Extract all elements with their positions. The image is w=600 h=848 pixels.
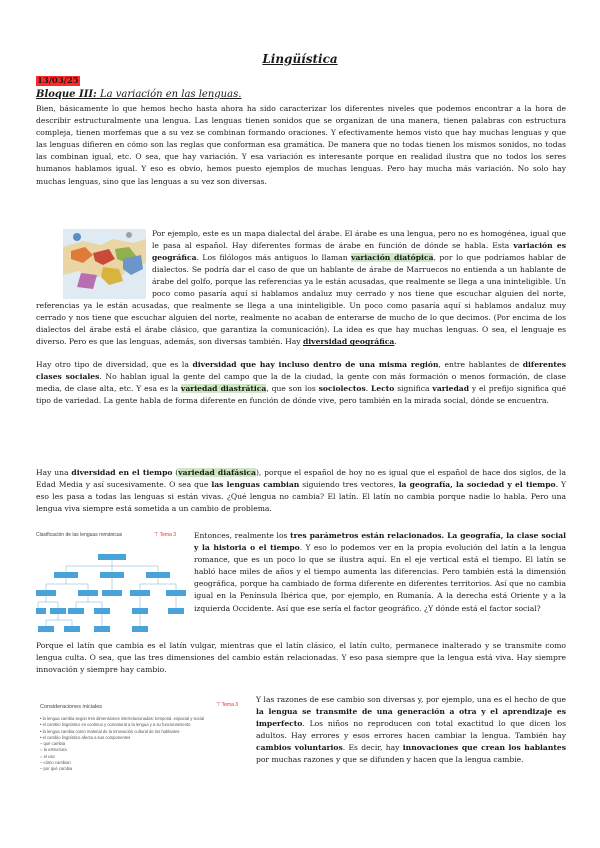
- bold-term: diferentes clases sociales: [36, 360, 566, 382]
- considerations-list: [40, 716, 204, 773]
- romance-tree-slide: [36, 530, 188, 650]
- bold-term: sociolectos: [318, 384, 366, 394]
- text-run: Hay una: [36, 468, 72, 477]
- list-item: • el cambio lingüístico es continuo y connatural a la lengua y a su funcionamiento: [40, 722, 191, 728]
- bold-term: diversidad que hay incluso dentro de una misma región: [192, 360, 439, 369]
- text-run: ), porque el español de hoy no es igual que el español de hace dos siglos, de la Edad Media y así sucesivamente. O sea que: [36, 468, 566, 490]
- highlight-term: variedad diastrática: [180, 384, 267, 394]
- paragraph-parameters-top: [194, 530, 566, 639]
- text-run: .: [365, 384, 371, 394]
- bold-term: la geografía, la sociedad y el tiempo: [398, 480, 556, 490]
- text-run: . Es decir, hay: [342, 743, 403, 753]
- text-run: por muchas razones y que se difunden y hacen que la lengua cambie.: [256, 755, 524, 765]
- paragraph-reasons: [256, 694, 566, 767]
- paragraph-intro: Bien, básicamente lo que hemos hecho hasta ahora ha sido caracterizar los diferentes niveles que podemos encontrar a la hora de describir estructuralmente una lengua. Las lenguas tienen sonidos que se organizan de una manera, tienen palabras con estructura compleja, tienen morfemas que a su vez se combinan formando oraciones. Y efectivamente hemos visto que hay muchas lenguas y que las lenguas difieren en cómo son las reglas que conforman esa gramática. De manera que no todas tienen los mismos sonidos, no todas las combinan igual, etc. O sea, que hay variación. Y esa variación es interesante porque en realidad ilustra que no todos los seres humanos hablamos igual. Y eso es obvio, hemos puesto ejemplos de muchas lenguas. Pero hay mucha más variación. No solo hay muchas lenguas, sino que las lenguas a su vez son diversas.: [36, 104, 566, 186]
- text-run: siguiendo tres vectores,: [299, 480, 399, 490]
- list-item: • la lengua cambia como material de la innovación cultural de los hablantes: [40, 728, 180, 734]
- section-heading: [36, 89, 241, 100]
- heading-text: La variación en las lenguas.: [96, 89, 242, 100]
- text-run: . Los filólogos más antiguos lo llaman: [196, 253, 352, 263]
- list-slide-title: Consideraciones iniciales: [40, 704, 103, 710]
- bold-term: las lenguas cambian: [211, 480, 300, 490]
- text-run: (: [172, 468, 179, 477]
- text-run: Por ejemplo, este es un mapa dialectal del árabe. El árabe es una lengua, pero no es homogénea, igual que le pasa al español. Hay diferentes formas de árabe en función de dónde se habla. Esta: [152, 229, 566, 251]
- tree-slide-title: Clasificación de las lenguas románicas: [36, 532, 123, 538]
- considerations-slide: [36, 698, 250, 810]
- list-slide-tag: ⊤ Tema 3: [216, 702, 239, 708]
- paragraph-time: [36, 467, 566, 515]
- list-item: – cómo cambian: [40, 760, 71, 766]
- paragraph-parameters-bottom: Porque el latín que cambia es el latín vulgar, mientras que el latín clásico, el latín culto, permanece inalterado y se transmite como lengua culta. O sea, que las tres dimensiones del cambio están relacionadas. Y eso pasa siempre que la lengua está viva. Hay siempre innovación y siempre hay cambio.: [36, 641, 566, 675]
- paragraph-geographic-top: [152, 228, 566, 301]
- text-run: Y las razones de ese cambio son diversas y, por ejemplo, una es el hecho de que: [256, 695, 566, 704]
- continuation-text: referencias ya le están acusadas, que realmente se llega a una ininteligible. Un poco como pasaría aquí si hablamos andaluz muy cerrado y nos tiene que escuchar alguien del norte, realmente no acaban de enterarse de mucho de lo que decimos. (Por encima de los dialectos del árabe está el árabe clásico, que garantiza la comunicación). La idea es que hay muchas lenguas. O sea, el lenguaje es diverso. Pero es que las lenguas, además, son diversas también. Hay: [36, 301, 566, 347]
- bold-term: variedad: [432, 384, 470, 394]
- text-run: Entonces, realmente los: [194, 531, 291, 540]
- tree-slide-tag: ⊤ Tema 3: [154, 532, 177, 538]
- list-item: – por qué cambia: [40, 766, 73, 772]
- list-item: ○ el uso: [40, 753, 55, 759]
- text-run: , entre hablantes de: [438, 360, 523, 369]
- text-run: . Y eso les pasa a todas las lenguas si están vivas. ¿Qué lengua no cambia? El latín. El latín no cambia porque nadie lo habla. Pero una lengua viva siempre está sometida a un cambio de problema.: [36, 480, 566, 514]
- romance-tree-diagram: [36, 530, 188, 650]
- text-run: , por lo que podríamos hablar de dialectos. Se podría dar el caso de que un hablante de árabe de Marruecos no entienda a un hablante de árabe del golfo, porque las referencias ya le están acusadas, que realmente se llega a una ininteligible. Un poco como pasaría aquí si hablamos andaluz muy cerrado y nos tiene que escuchar alguien del norte,: [152, 253, 566, 299]
- text-run: , que son los: [266, 384, 319, 394]
- paragraph-social: [36, 359, 566, 407]
- bold-term: la lengua se transmite de una generación a otra y el aprendizaje es imperfecto: [256, 707, 566, 729]
- page-title: Lingüística: [262, 52, 338, 66]
- list-item: – qué cambia: [40, 741, 66, 747]
- bold-term: cambios voluntarios: [256, 743, 343, 753]
- text-run: . Y eso lo podemos ver en la propia evolución del latín a la lengua romance, que es un poco lo que se ilustra aquí. En el eje vertical está el tiempo. El latín se habló hace miles de años y el tiempo aumenta las diferencias. Pero también está la dimensión geográfica, porque ha cambiado de forma diferente en diferentes territorios. Así que no cambia igual en la Península Ibérica que, por ejemplo, en Rumanía. A la derecha está Oriente y a la izquierda Occidente. Así que ese sería el factor geográfico. ¿Y dónde está el factor social?: [194, 543, 566, 613]
- heading-block: Bloque III:: [36, 89, 97, 100]
- bold-term: diversidad geográfica: [302, 337, 395, 347]
- text-run: significa: [394, 384, 433, 394]
- bold-term: diversidad en el tiempo: [71, 468, 173, 477]
- list-item: • el cambio lingüístico afecta a sus componentes: [40, 734, 131, 740]
- text-run: y el prefijo significa qué tipo de variedad. La gente habla de forma diferente en función de dónde vive, pero también en la mirada social, dónde se encuentra.: [36, 384, 567, 406]
- bold-term: variación es geográfica: [152, 241, 566, 263]
- list-item: • la lengua cambia según tres dimensiones interrelacionadas: temporal, espacial y social: [40, 716, 205, 721]
- arabic-dialect-map: [63, 229, 146, 299]
- highlight-term: variedad diafásica: [178, 468, 256, 477]
- bold-term: innovaciones que crean los hablantes: [402, 743, 566, 753]
- text-run: Hay otro tipo de diversidad, que es la: [36, 360, 193, 369]
- highlight-term: variación diatópica: [351, 253, 434, 263]
- text-run: . No hablan igual la gente del campo que la de la ciudad, la gente con más formación o menos formación, de clase media, de clase alta, etc. Y esa es la: [36, 372, 566, 394]
- bold-term: tres parámetros están relacionados. La geografía, la clase social y la historia o el tiempo: [194, 531, 566, 553]
- date-badge: 13/03/25: [37, 76, 79, 86]
- list-item: ○ la estructura: [40, 747, 67, 753]
- map-graphic: [63, 229, 146, 299]
- text-run: .: [394, 337, 397, 347]
- text-run: . Los niños no reproducen con total exactitud lo que dicen los adultos. Hay errores y esos errores hacen cambiar la lengua. También hay: [256, 719, 566, 741]
- paragraph-geographic-bottom: [36, 300, 566, 348]
- bold-term: Lecto: [371, 384, 395, 394]
